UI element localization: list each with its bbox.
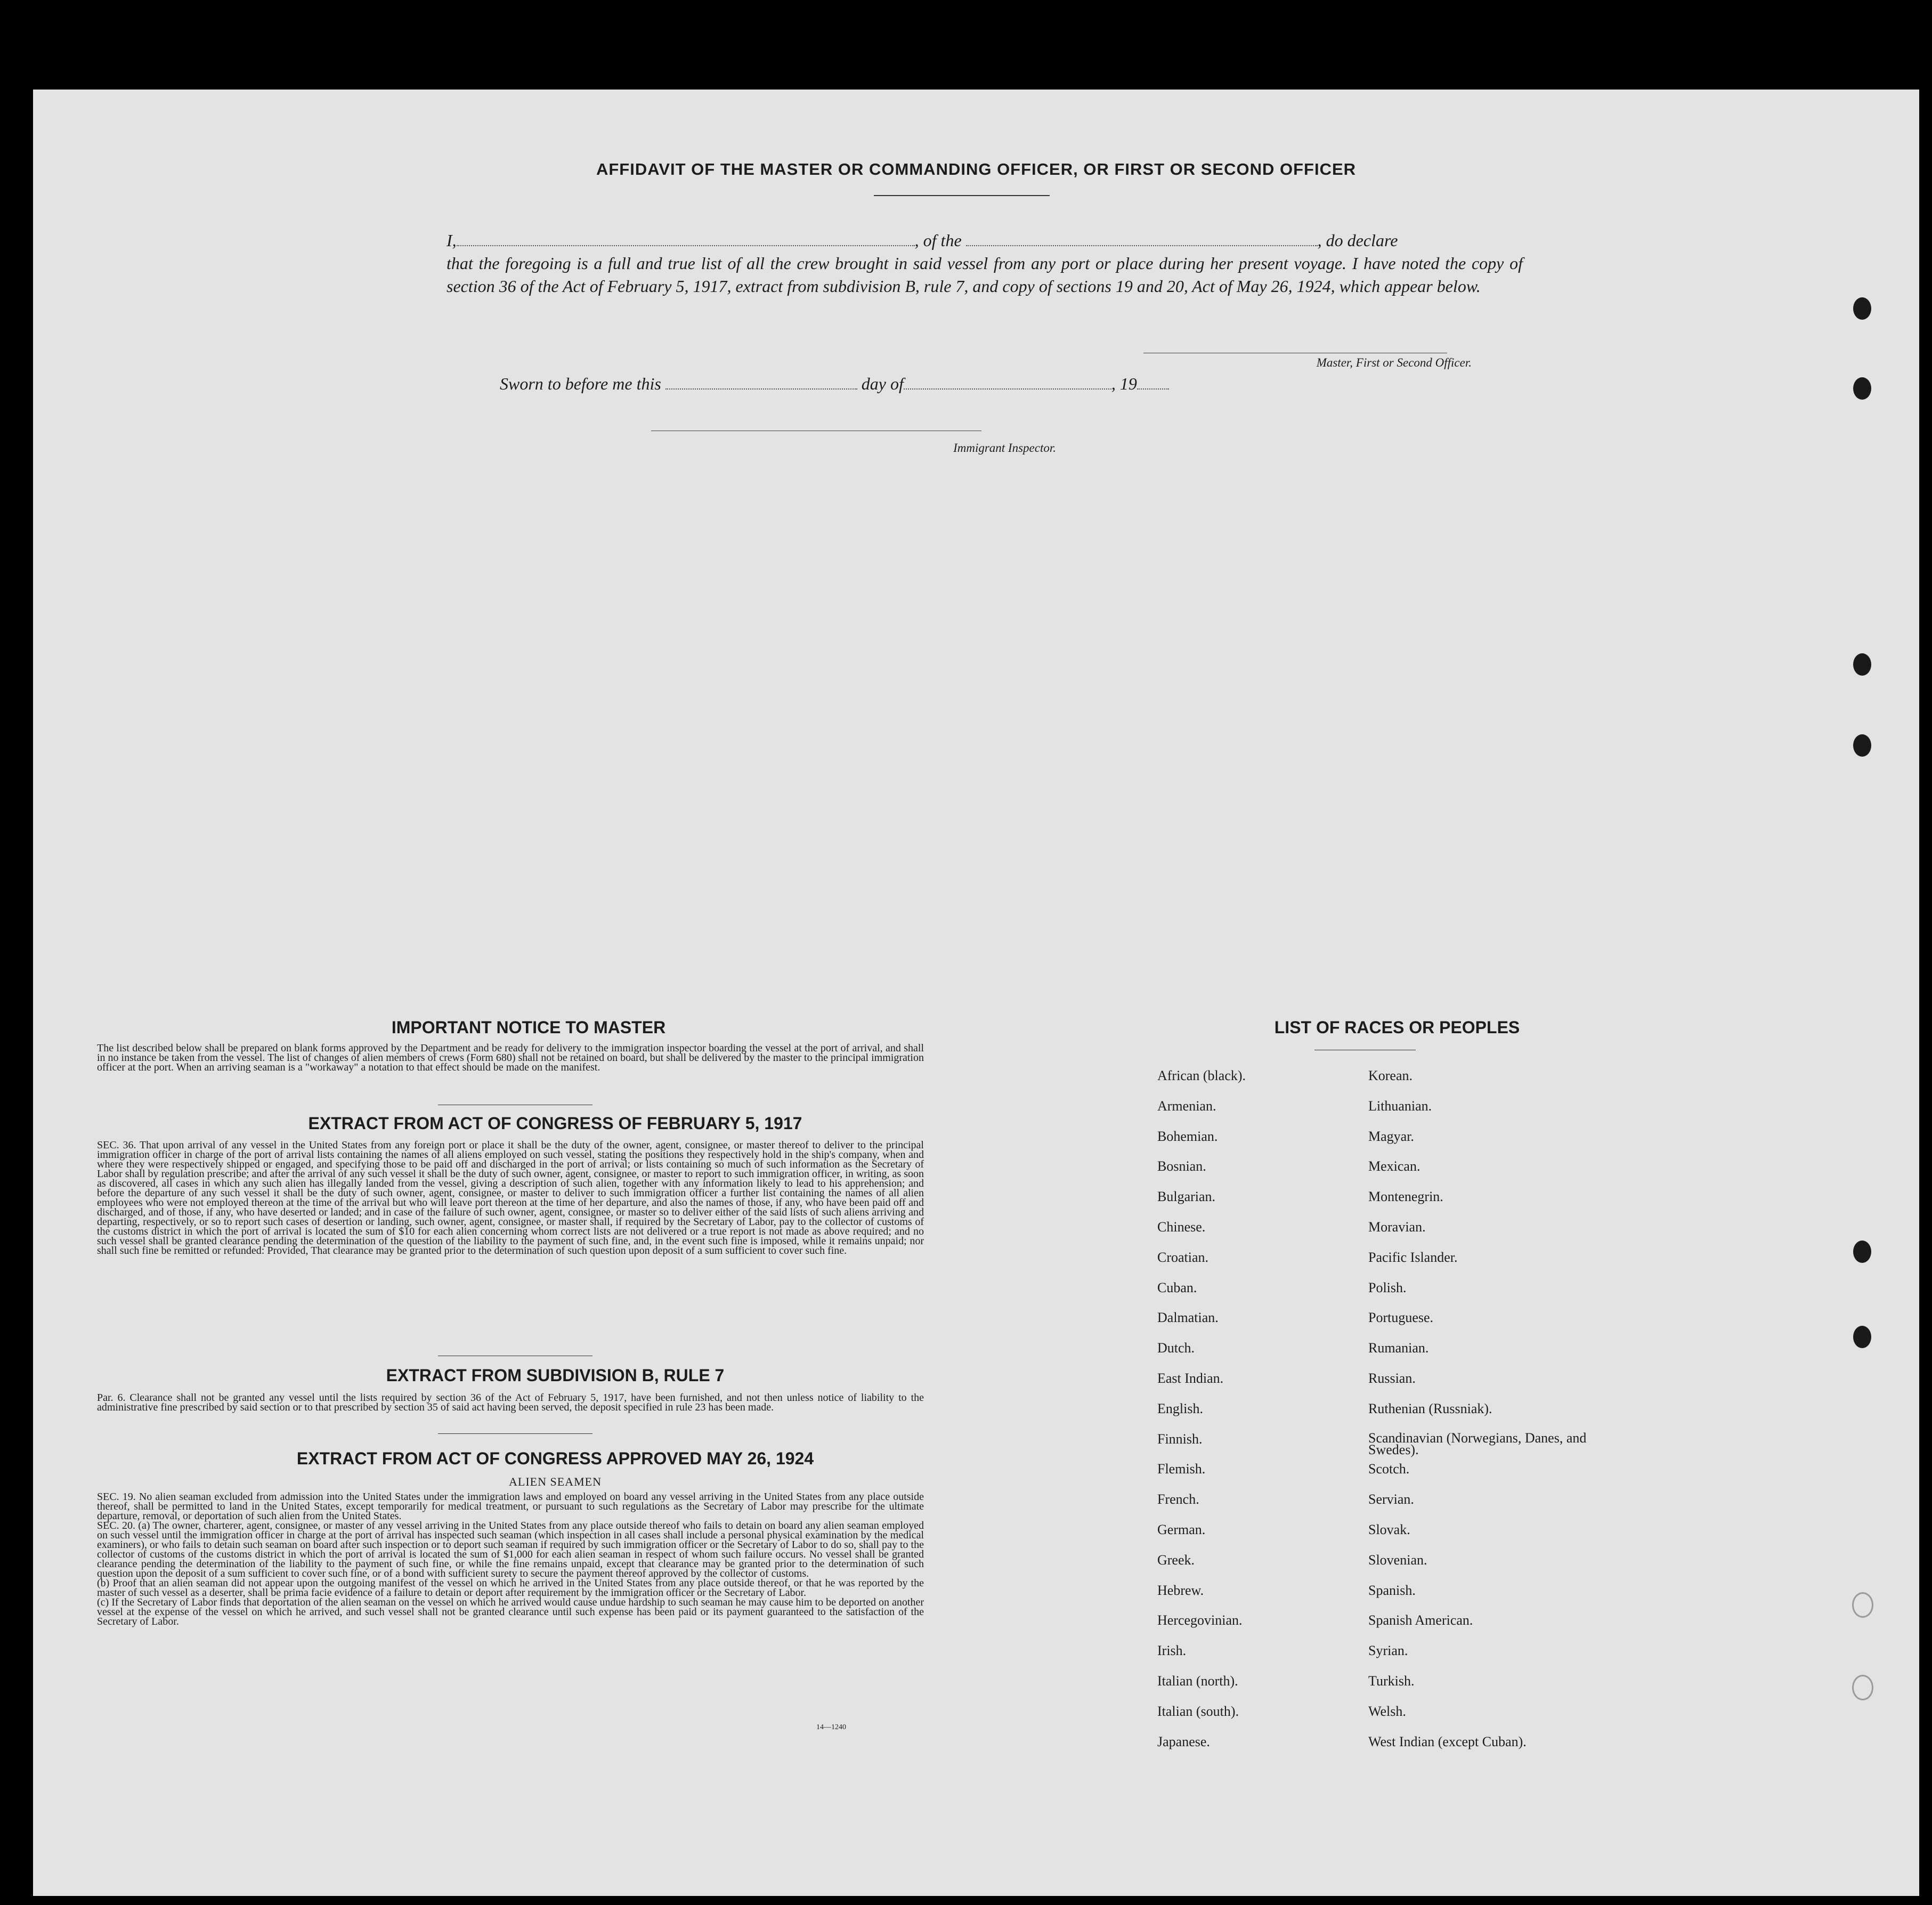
punch-hole	[1853, 1241, 1871, 1263]
race-item: Italian (south).	[1157, 1703, 1239, 1719]
race-item: Irish.	[1157, 1643, 1187, 1659]
race-item: Dutch.	[1157, 1340, 1195, 1356]
race-item: Scotch.	[1368, 1461, 1410, 1477]
day-of: day of	[861, 374, 904, 393]
extract-1924-title: EXTRACT FROM ACT OF CONGRESS APPROVED MAY 26, 1924	[296, 1449, 814, 1468]
sec20b-text: (b) Proof that an alien seaman did not appear upon the outgoing manifest of the vessel on which he arrived in the United States from any place outside thereof, or that he was reported by the master of such vessel as a deserter, shall be prima facie evidence of a failure to detain or deport after requirement by the immigration officer or the Secretary of Labor.	[97, 1577, 924, 1599]
race-item: Hebrew.	[1157, 1582, 1204, 1598]
race-item: Russian.	[1368, 1371, 1416, 1386]
declaration-i: I,	[447, 231, 457, 250]
race-item: Croatian.	[1157, 1249, 1209, 1265]
race-item: Spanish American.	[1368, 1612, 1473, 1628]
race-item: African (black).	[1157, 1068, 1246, 1083]
race-item: Slovak.	[1368, 1522, 1410, 1537]
race-item: Flemish.	[1157, 1461, 1206, 1477]
race-item: Bohemian.	[1157, 1128, 1218, 1144]
punch-hole	[1853, 1326, 1871, 1348]
race-item: English.	[1157, 1400, 1203, 1416]
notice-title: IMPORTANT NOTICE TO MASTER	[391, 1018, 666, 1037]
punch-hole	[1853, 297, 1871, 320]
punch-hole	[1853, 734, 1871, 757]
races-title: LIST OF RACES OR PEOPLES	[1274, 1018, 1520, 1037]
sec19-text: SEC. 19. No alien seaman excluded from admission into the United States under the immigration laws and employed on board any vessel arriving in the United States from any place outside thereof, shall be permitted to land in the United States, except temporarily for medical treatment, or pursuant to such regulations as the Secretary of Labor may prescribe for the ultimate departure, removal, or deportation of such alien from the United States.	[97, 1491, 924, 1522]
sworn-before: Sworn to before me this	[500, 374, 661, 393]
race-item: Japanese.	[1157, 1733, 1210, 1749]
extract-1924-subtitle: ALIEN SEAMEN	[509, 1475, 602, 1488]
race-item: Moravian.	[1368, 1219, 1426, 1235]
sec20a-text: SEC. 20. (a) The owner, charterer, agent, consignee, or master of any vessel arriving in the United States from any place outside thereof who fails to detain on board any alien seaman employed on such vessel until the immigration officer in charge at the port of arrival has inspected such seaman (which inspection in all cases shall include a personal physical examination by the medical examiners), or who fails to detain such seaman on board after such inspection or to deport such seaman if required by such immigration officer or the Secretary of Labor to do so, shall pay to the collector of customs of the customs district in which the port of arrival is located the sum of $1,000 for each alien seaman in respect of whom such failure occurs. No vessel shall be granted clearance pending the determination of the liability to the payment of such fine, or while the fine remains unpaid, except that clearance may be granted prior to the determination of such question upon the deposit of a sum sufficient to cover such fine, or of a bond with sufficient surety to secure the payment thereof approved by the collector of customs.	[97, 1520, 924, 1579]
notice-text: The list described below shall be prepared on blank forms approved by the Department and be ready for delivery to the immigration inspector boarding the vessel at the port of arrival, and shall in no instance be taken from the vessel. The list of changes of alien members of crews (Form 680) shall not be retained on board, but shall be delivered by the master to the principal immigration officer at the port. When an arriving seaman is a "workaway" a notation to that effect should be made on the manifest.	[97, 1042, 924, 1073]
race-item: Spanish.	[1368, 1582, 1416, 1598]
race-item: Korean.	[1368, 1068, 1413, 1083]
punch-hole	[1852, 1592, 1873, 1618]
race-item: Magyar.	[1368, 1128, 1414, 1144]
sworn-day-field[interactable]	[665, 388, 857, 390]
sworn-year-field[interactable]	[1137, 388, 1169, 390]
race-item: Hercegovinian.	[1157, 1612, 1243, 1628]
affidavit-declaration	[447, 229, 1523, 298]
divider	[874, 195, 1050, 196]
race-item: Syrian.	[1368, 1643, 1408, 1659]
race-item: Armenian.	[1157, 1098, 1216, 1114]
year-prefix: , 19	[1111, 374, 1137, 393]
race-item: French.	[1157, 1491, 1199, 1507]
name-field[interactable]	[457, 245, 915, 246]
race-item: Turkish.	[1368, 1673, 1415, 1689]
race-item: East Indian.	[1157, 1371, 1224, 1386]
race-item: Rumanian.	[1368, 1340, 1429, 1356]
race-item: Chinese.	[1157, 1219, 1206, 1235]
race-item: Montenegrin.	[1368, 1189, 1443, 1205]
race-item: West Indian (except Cuban).	[1368, 1733, 1527, 1749]
race-item: Dalmatian.	[1157, 1310, 1219, 1326]
race-item: Lithuanian.	[1368, 1098, 1432, 1114]
race-item: Mexican.	[1368, 1158, 1420, 1174]
declaration-do-declare: , do declare	[1317, 231, 1398, 250]
race-item: Scandinavian (Norwegians, Danes, and Swedes).	[1368, 1430, 1587, 1457]
declaration-text: that the foregoing is a full and true list of all the crew brought in said vessel from any port or place during her present voyage. I have noted the copy of section 36 of the Act of February 5, 1917, extract from subdivision B, rule 7, and copy of sections 19 and 20, Act of May 26, 1924, which appear below.	[447, 254, 1523, 296]
race-item: German.	[1157, 1522, 1206, 1537]
punch-hole	[1852, 1675, 1873, 1700]
race-item: Ruthenian (Russniak).	[1368, 1400, 1492, 1416]
extract-1917-title: EXTRACT FROM ACT OF CONGRESS OF FEBRUARY 5, 1917	[308, 1114, 802, 1133]
race-item: Cuban.	[1157, 1279, 1197, 1295]
race-item: Polish.	[1368, 1279, 1407, 1295]
race-item: Welsh.	[1368, 1703, 1406, 1719]
sworn-line	[500, 374, 1169, 394]
race-item: Finnish.	[1157, 1431, 1203, 1447]
sworn-month-field[interactable]	[904, 388, 1111, 390]
race-item: Bulgarian.	[1157, 1189, 1216, 1205]
affidavit-title: AFFIDAVIT OF THE MASTER OR COMMANDING OFFICER, OR FIRST OR SECOND OFFICER	[596, 160, 1357, 179]
extract-rule7-text: Par. 6. Clearance shall not be granted any vessel until the lists required by section 36 of the Act of February 5, 1917, have been furnished, and not then unless notice of liability to the administrative fine prescribed by said section or to that prescribed by section 35 of said act having been served, the deposit specified in rule 23 has been made.	[97, 1392, 924, 1413]
document-page	[33, 90, 1919, 1896]
divider	[438, 1433, 592, 1434]
race-item: Portuguese.	[1368, 1310, 1434, 1326]
vessel-field[interactable]	[966, 245, 1318, 246]
race-item: Slovenian.	[1368, 1552, 1427, 1568]
extract-1924-text	[97, 1492, 924, 1626]
punch-hole	[1853, 377, 1871, 400]
punch-hole	[1853, 653, 1871, 676]
race-item: Greek.	[1157, 1552, 1195, 1568]
extract-rule7-title: EXTRACT FROM SUBDIVISION B, RULE 7	[386, 1366, 725, 1385]
form-number: 14—1240	[816, 1723, 846, 1731]
race-item: Bosnian.	[1157, 1158, 1206, 1174]
sec20c-text: (c) If the Secretary of Labor finds that deportation of the alien seaman on the vessel on which he arrived would cause undue hardship to such seaman he may cause him to be deported on another vessel at the expense of the vessel on which he arrived, and such vessel shall not be granted clearance until such expense has been paid or its payment guaranteed to the satisfaction of the Secretary of Labor.	[97, 1596, 924, 1627]
extract-1917-text: SEC. 36. That upon arrival of any vessel in the United States from any foreign port or place it shall be the duty of the owner, agent, consignee, or master thereof to deliver to the principal immigration officer in charge of the port of arrival lists containing the names of all aliens employed on such vessel, stating the positions they respectively hold in the ship's company, when and where they were respectively shipped or engaged, and specifying those to be paid off and discharged in the port of arrival; or lists containing so much of such information as the Secretary of Labor shall by regulation prescribe; and after the arrival of any such vessel it shall be the duty of such owner, agent, consignee, or master to report to such immigration officer, in writing, as soon as discovered, all cases in which any such alien has illegally landed from the vessel, giving a description of such alien, together with any information likely to lead to his apprehension; and before the departure of any such vessel it shall be the duty of such owner, agent, consignee, or master to deliver to such immigration officer a further list containing the names of all alien employees who were not employed thereon at the time of the arrival but who will leave port thereon at the time of her departure, and also the names of those, if any, who have been paid off and discharged, and of those, if any, who have deserted or landed; and in case of the failure of such owner, agent, consignee, or master so to deliver either of the said lists of such aliens arriving and departing, respectively, or so to report such cases of desertion or landing, such owner, agent, consignee, or master shall, if required by the Secretary of Labor, pay to the collector of customs of the customs district in which the port of arrival is located the sum of $10 for each alien concerning whom correct lists are not delivered or a true report is not made as above required; and no such vessel shall be granted clearance pending the determination of the question of the liability to the payment of such fine, and, in the event such fine is imposed, while it remains unpaid; nor shall such fine be remitted or refunded: Provided, That clearance may be granted prior to the determination of such question upon deposit of a sum sufficient to cover such fine.	[97, 1139, 924, 1257]
race-item: Pacific Islander.	[1368, 1249, 1458, 1265]
master-signature-label: Master, First or Second Officer.	[1316, 356, 1472, 369]
inspector-label: Immigrant Inspector.	[953, 441, 1056, 455]
race-item: Italian (north).	[1157, 1673, 1238, 1689]
declaration-of-the: , of the	[914, 231, 962, 250]
race-item: Servian.	[1368, 1491, 1414, 1507]
